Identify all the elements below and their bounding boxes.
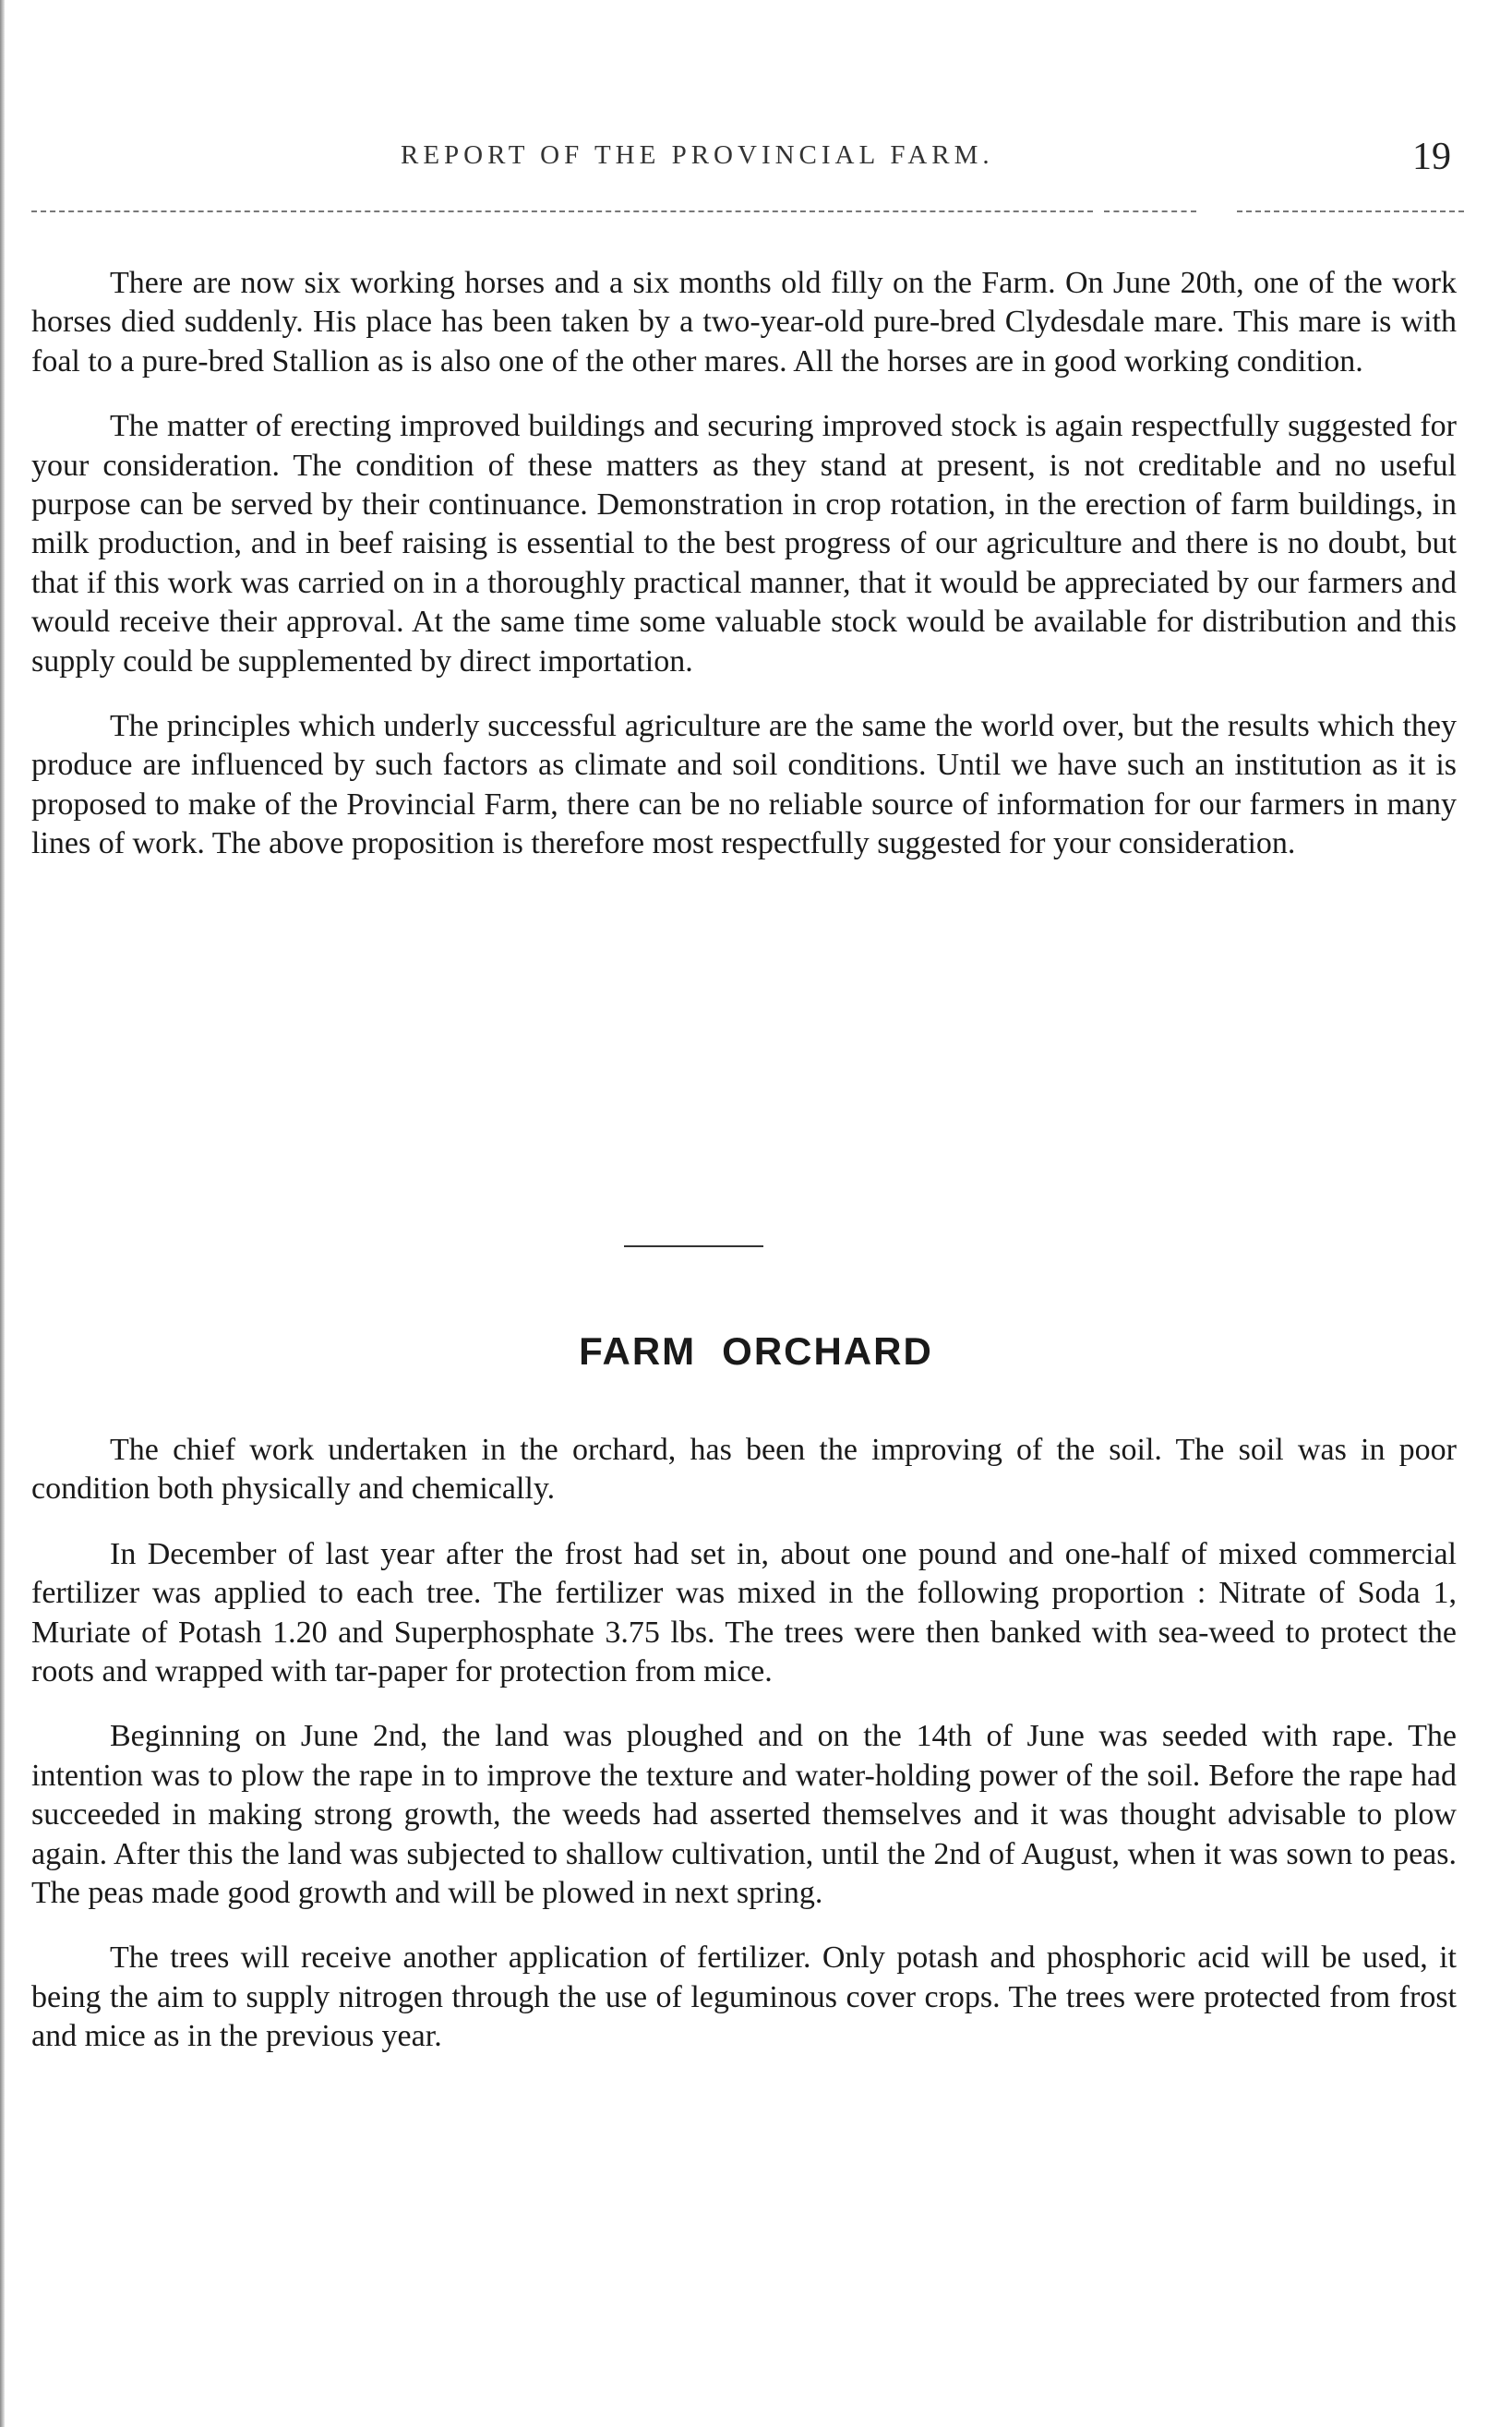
header-rule	[31, 210, 1093, 212]
section-heading-farm-orchard	[0, 1329, 1512, 1374]
paragraph-fertilizer: In December of last year after the frost had set in, about one pound and one-half of mixed commercial fertilizer was applied to each tree. The fertilizer was mixed in the following proportion : Nitrate of Soda 1, Muriate of Potash 1.20 and Superphosphate 3.75 lbs. The trees were then banked with sea-weed to protect the roots and wrapped with tar-paper for protection from mice.	[31, 1536, 1457, 1689]
paragraph-next-application: The trees will receive another application of fertilizer. Only potash and phosphoric acid will be used, it being the aim to supply nitrogen through the use of leguminous cover crops. The trees were protected from frost and mice as in the previous year.	[31, 1940, 1457, 2054]
running-header	[0, 136, 1512, 186]
paragraph-principles: The principles which underly successful agriculture are the same the world over, but the results which they produce are influenced by such factors as climate and soil conditions. Until we have such an institution as it is proposed to make of the Provincial Farm, there can be no reliable source of information for our farmers in many lines of work. The above proposition is therefore most respectfully suggested for your consideration.	[31, 709, 1457, 861]
horses-section	[31, 264, 1457, 890]
heading-word-farm: FARM	[579, 1329, 697, 1373]
running-title: REPORT OF THE PROVINCIAL FARM.	[401, 140, 994, 170]
paragraph-horses: There are now six working horses and a six months old filly on the Farm. On June 20th, one of the work horses died suddenly. His place has been taken by a two-year-old pure-bred Clydesdale mare. This mare is with foal to a pure-bred Stallion as is also one of the other mares. All the horses are in good working condition.	[31, 266, 1457, 378]
farm-orchard-section	[31, 1431, 1457, 2083]
page-number: 19	[1412, 136, 1451, 178]
section-divider	[624, 1245, 763, 1247]
scan-edge-shadow	[0, 0, 5, 2427]
paragraph-orchard-soil: The chief work undertaken in the orchard, has been the improving of the soil. The soil was in poor condition both physically and chemically.	[31, 1433, 1457, 1507]
paragraph-ploughing: Beginning on June 2nd, the land was ploughed and on the 14th of June was seeded with rape. The intention was to plow the rape in to improve the texture and water-holding power of the soil. Before the rape had succeeded in making strong growth, the weeds had asserted themselves and it was thought advisable to plow again. After this the land was subjected to shallow cultivation, until the 2nd of August, when it was sown to peas. The peas made good growth and will be plowed in next spring.	[31, 1719, 1457, 1911]
paragraph-buildings-stock: The matter of erecting improved buildings and securing improved stock is again respectfully suggested for your consideration. The condition of these matters as they stand at present, is not creditable and no useful purpose can be served by their continuance. Demonstration in crop rotation, in the erection of farm buildings, in milk production, and in beef raising is essential to the best progress of our agriculture and there is no doubt, but that if this work was carried on in a thoroughly practical manner, that it would be appreciated by our farmers and would receive their approval. At the same time some valuable stock would be available for distribution and this supply could be supplemented by direct importation.	[31, 409, 1457, 679]
header-rule-segment	[1237, 210, 1464, 212]
header-rule-segment	[1104, 210, 1196, 212]
heading-word-orchard: ORCHARD	[722, 1329, 933, 1373]
